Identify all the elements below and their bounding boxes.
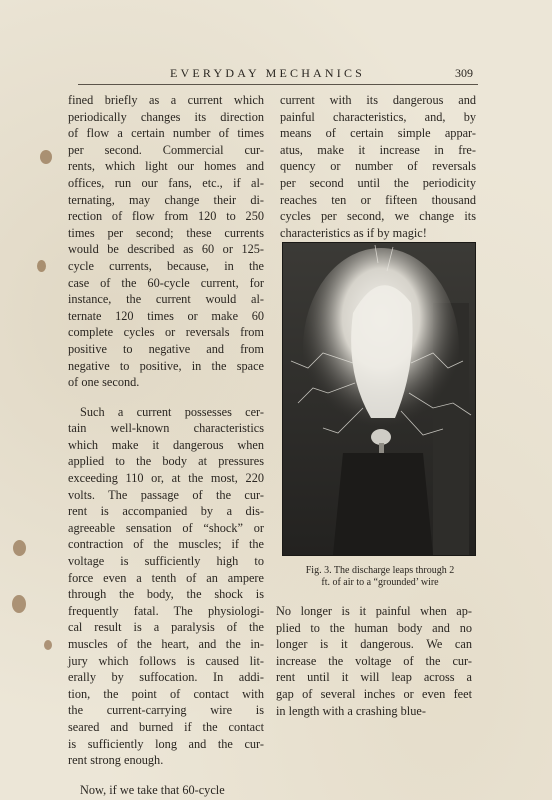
- text-line: which make it dangerous when: [68, 437, 264, 452]
- text-line: rent strong enough.: [68, 753, 164, 768]
- page-header: [78, 62, 478, 84]
- caption-line: ft. of air to a “grounded’ wire: [321, 577, 439, 588]
- text-line: agreeable sensation of “shock” or: [68, 520, 264, 535]
- text-line: tain well-known characteristics: [68, 421, 264, 436]
- text-line: cycles per second, we change its: [280, 209, 476, 224]
- caption-line: Fig. 3. The discharge leaps through 2: [305, 565, 455, 576]
- text-line: force even a tenth of an ampere: [68, 570, 264, 585]
- text-line: means of certain simple appar-: [280, 126, 476, 141]
- left-column: [68, 92, 264, 798]
- text-line: tion, the point of contact with: [68, 686, 264, 701]
- text-line: seared and burned if the contact: [68, 719, 264, 734]
- text-line: longer is it dangerous. We can: [276, 637, 472, 652]
- text-line: applied to the body at pressures: [68, 454, 264, 469]
- text-line: ternate 120 times or make 60: [68, 308, 264, 323]
- text-line: cycle currents, because, in the: [68, 258, 264, 273]
- text-line: rents, which light our homes and: [68, 159, 264, 174]
- text-line: current with its dangerous and: [280, 93, 476, 107]
- paragraph-gap: [68, 391, 264, 404]
- right-column-bottom: [276, 603, 472, 719]
- text-line: per second until the periodicity: [280, 175, 476, 190]
- figure-photo: [282, 242, 476, 556]
- header-rule: [78, 84, 478, 85]
- text-line: Such a current possesses cer-: [80, 404, 264, 419]
- text-line: periodically changes its direction: [68, 109, 264, 124]
- text-line: case of the 60-cycle current, for: [68, 275, 264, 290]
- text-line: muscles of the heart, and the in-: [68, 637, 264, 651]
- text-line: erally by suffocation. In addi-: [68, 670, 264, 685]
- text-line: jury which follows is caused lit-: [68, 653, 264, 668]
- text-line: frequently fatal. The physiologi-: [68, 603, 264, 618]
- text-line: complete cycles or reversals from: [68, 325, 264, 340]
- text-line: painful characteristics, and, by: [280, 109, 476, 124]
- ink-stain: [12, 595, 26, 613]
- text-line: rent is accompanied by a dis-: [68, 504, 264, 519]
- ink-stain: [13, 540, 26, 556]
- text-line: volts. The passage of the cur-: [68, 487, 264, 502]
- text-line: ternating, may change their di-: [68, 192, 264, 207]
- text-line: positive to negative and from: [68, 341, 264, 356]
- discharge-photo-illustration: [283, 243, 475, 555]
- text-line: instance, the current would al-: [68, 292, 264, 307]
- text-line: offices, run our fans, etc., if al-: [68, 175, 264, 190]
- right-column-top: [280, 92, 476, 241]
- text-line: of one second.: [68, 375, 140, 390]
- text-line: Now, if we take that 60-cycle: [80, 782, 225, 797]
- text-line: negative to positive, in the space: [68, 358, 264, 373]
- text-line: No longer is it painful when ap-: [276, 604, 472, 618]
- text-line: is sufficiently long and the cur-: [68, 736, 264, 751]
- figure-caption: [282, 565, 478, 589]
- text-line: contraction of the muscles; if the: [68, 537, 264, 552]
- text-line: reaches ten or fifteen thousand: [280, 192, 476, 207]
- running-head: EVERYDAY MECHANICS: [170, 66, 366, 80]
- text-line: atus, make it increase in fre-: [280, 142, 476, 157]
- text-line: through the body, the shock is: [68, 587, 264, 602]
- text-line: increase the voltage of the cur-: [276, 653, 472, 668]
- text-line: rent until it will leap across a: [276, 670, 472, 685]
- page-number: 309: [455, 66, 473, 80]
- text-line: voltage is sufficiently high to: [68, 554, 264, 569]
- text-line: would be described as 60 or 125-: [68, 242, 264, 257]
- text-line: characteristics as if by magic!: [280, 225, 427, 240]
- ink-stain: [40, 150, 52, 164]
- text-line: in length with a crashing blue-: [276, 703, 426, 718]
- text-line: per second. Commercial cur-: [68, 142, 264, 157]
- text-line: of flow a certain number of times: [68, 126, 264, 141]
- paragraph-gap: [68, 769, 264, 782]
- text-line: fined briefly as a current which: [68, 93, 264, 107]
- text-line: the current-carrying wire is: [68, 703, 264, 718]
- ink-stain: [44, 640, 52, 650]
- text-line: rection of flow from 120 to 250: [68, 209, 264, 224]
- text-line: cal result is a paralysis of the: [68, 620, 264, 635]
- text-line: exceeding 110 or, at the most, 220: [68, 471, 264, 486]
- text-line: times per second; these currents: [68, 225, 264, 240]
- text-line: gap of several inches or even feet: [276, 686, 472, 701]
- text-line: plied to the human body and no: [276, 620, 472, 635]
- ink-stain: [37, 260, 46, 272]
- text-line: quency or number of reversals: [280, 159, 476, 174]
